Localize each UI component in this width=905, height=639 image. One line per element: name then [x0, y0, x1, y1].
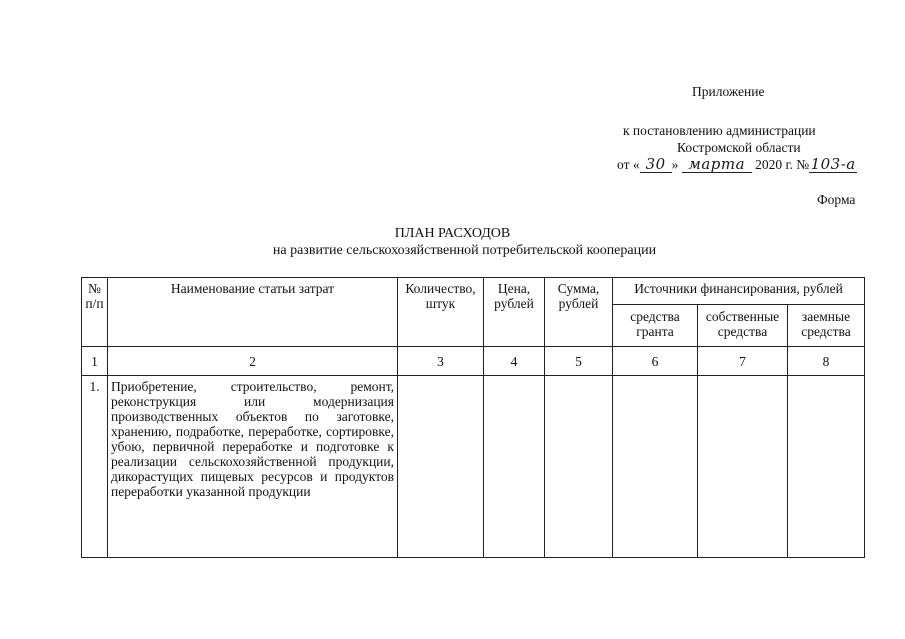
header-sources: Источники финансирования, рублей	[613, 278, 865, 305]
header-name: Наименование статьи затрат	[108, 278, 398, 347]
header-grant: средства гранта	[613, 305, 698, 347]
resolution-date-line	[617, 157, 857, 173]
date-prefix: от «	[617, 157, 640, 172]
column-number: 4	[484, 347, 545, 376]
row-quantity	[398, 376, 484, 558]
date-mid: »	[671, 157, 679, 172]
doc-number: 103-а	[810, 155, 856, 173]
header-own: собственные средства	[698, 305, 788, 347]
date-month: марта	[682, 157, 752, 173]
date-day: 30	[640, 157, 672, 173]
plan-subtitle: на развитие сельскохозяйственной потребительской кооперации	[272, 243, 657, 258]
table-row	[82, 376, 865, 558]
column-number: 6	[613, 347, 698, 376]
table-header-row	[82, 278, 865, 305]
form-label: Форма	[817, 192, 856, 207]
column-number: 7	[698, 347, 788, 376]
header-loan: заемные средства	[788, 305, 865, 347]
header-sum: Сумма, рублей	[545, 278, 613, 347]
column-number: 8	[788, 347, 865, 376]
row-price	[484, 376, 545, 558]
row-sum	[545, 376, 613, 558]
column-number: 5	[545, 347, 613, 376]
row-loan	[788, 376, 865, 558]
date-year: 2020 г. №	[755, 157, 810, 172]
header-price: Цена, рублей	[484, 278, 545, 347]
row-grant	[613, 376, 698, 558]
column-number: 2	[108, 347, 398, 376]
resolution-line-2: Костромской области	[677, 140, 801, 155]
row-num: 1.	[82, 376, 108, 558]
column-number: 3	[398, 347, 484, 376]
appendix-label: Приложение	[692, 84, 765, 99]
plan-title: ПЛАН РАСХОДОВ	[394, 226, 511, 241]
row-name: Приобретение, строительство, ремонт, реконструкция или модернизация производственных объектов по заготовке, хранению, подработке, переработке, сортировке, убою, первичной переработке и подготовке к реализации сельскохозяйственной продукции, дикорастущих пищевых ресурсов и продуктов переработки указанной продукции	[108, 376, 398, 558]
header-quantity: Количество, штук	[398, 278, 484, 347]
expense-plan-table	[81, 277, 865, 558]
row-own	[698, 376, 788, 558]
resolution-line-1: к постановлению администрации	[623, 123, 816, 138]
header-num: № п/п	[82, 278, 108, 347]
column-number-row	[82, 347, 865, 376]
column-number: 1	[82, 347, 108, 376]
